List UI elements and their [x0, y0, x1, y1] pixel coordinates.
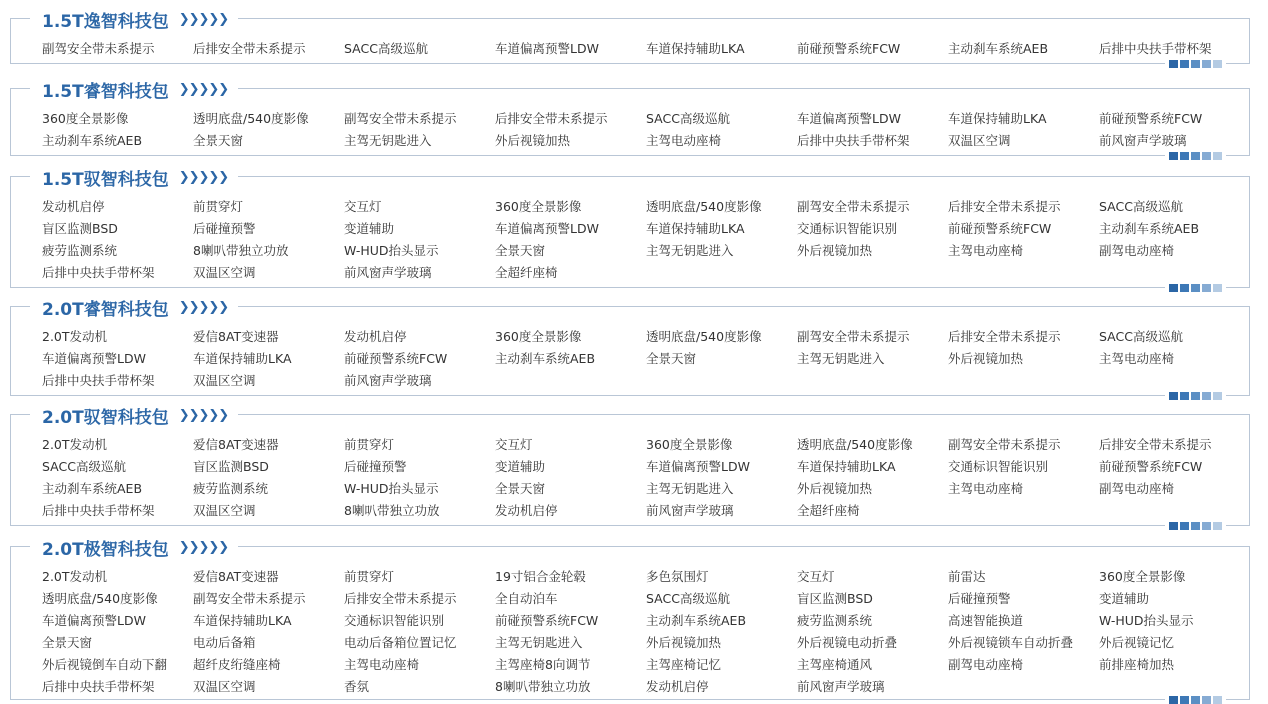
feature-item: 车道保持辅助LKA	[193, 613, 292, 628]
square-mark	[1213, 696, 1222, 704]
feature-item: 交通标识智能识别	[797, 221, 898, 236]
feature-item: 前碰预警系统FCW	[344, 351, 448, 366]
square-mark	[1169, 60, 1178, 68]
feature-item: 后排中央扶手带杯架	[797, 133, 910, 148]
feature-item: 爱信8AT变速器	[193, 329, 279, 344]
feature-item: 车道偏离预警LDW	[495, 221, 599, 236]
feature-item: 交互灯	[344, 199, 382, 214]
feature-item: 主驾座椅记忆	[646, 657, 722, 672]
feature-item: 副驾安全带未系提示	[797, 329, 910, 344]
feature-item: 副驾电动座椅	[948, 657, 1024, 672]
feature-item: 交通标识智能识别	[948, 459, 1049, 474]
feature-item: 双温区空调	[193, 373, 256, 388]
feature-item: 2.0T发动机	[42, 569, 108, 584]
package-section	[10, 536, 1250, 700]
chevrons-icon: ❯❯❯❯❯	[178, 169, 229, 185]
square-mark	[1180, 284, 1189, 292]
package-header	[30, 166, 238, 188]
feature-item: 全景天窗	[646, 351, 697, 366]
chevrons-icon: ❯❯❯❯❯	[178, 299, 229, 315]
feature-item: 车道保持辅助LKA	[646, 221, 745, 236]
feature-item: 双温区空调	[193, 503, 256, 518]
square-mark	[1191, 60, 1200, 68]
feature-item: 车道保持辅助LKA	[948, 111, 1047, 126]
square-mark	[1169, 284, 1178, 292]
feature-item: 交互灯	[495, 437, 533, 452]
square-mark	[1191, 696, 1200, 704]
chevrons-icon: ❯❯❯❯❯	[178, 407, 229, 423]
feature-item: 变道辅助	[495, 459, 546, 474]
square-mark	[1191, 392, 1200, 400]
feature-item: 前碰预警系统FCW	[495, 613, 599, 628]
feature-item: 全超纤座椅	[495, 265, 558, 280]
feature-item: 360度全景影像	[42, 111, 129, 126]
feature-item: 主动刹车系统AEB	[495, 351, 596, 366]
square-mark	[1202, 152, 1211, 160]
square-mark	[1202, 392, 1211, 400]
feature-item: 前雷达	[948, 569, 986, 584]
feature-item: 360度全景影像	[495, 329, 582, 344]
feature-item: 8喇叭带独立功放	[344, 503, 440, 518]
feature-item: 车道偏离预警LDW	[646, 459, 750, 474]
feature-item: 外后视镜加热	[797, 481, 873, 496]
feature-item: 后碰撞预警	[193, 221, 256, 236]
feature-item: 8喇叭带独立功放	[193, 243, 289, 258]
feature-item: W-HUD抬头显示	[1099, 613, 1194, 628]
feature-item: 主驾电动座椅	[948, 243, 1024, 258]
feature-item: 副驾安全带未系提示	[193, 591, 306, 606]
feature-item: 交互灯	[797, 569, 835, 584]
feature-item: 副驾安全带未系提示	[42, 41, 155, 56]
feature-item: 双温区空调	[193, 265, 256, 280]
feature-item: 后排中央扶手带杯架	[1099, 41, 1212, 56]
feature-item: 前风窗声学玻璃	[344, 373, 432, 388]
square-mark	[1169, 522, 1178, 530]
feature-item: 前碰预警系统FCW	[797, 41, 901, 56]
feature-item: 主动刹车系统AEB	[1099, 221, 1200, 236]
feature-item: 发动机启停	[42, 199, 105, 214]
feature-item: 360度全景影像	[495, 199, 582, 214]
square-mark	[1169, 696, 1178, 704]
package-section	[10, 296, 1250, 396]
feature-item: 变道辅助	[344, 221, 395, 236]
feature-item: 后排中央扶手带杯架	[42, 373, 155, 388]
feature-item: 360度全景影像	[1099, 569, 1186, 584]
square-mark	[1180, 696, 1189, 704]
feature-item: 疲劳监测系统	[193, 481, 269, 496]
feature-item: 副驾电动座椅	[1099, 243, 1175, 258]
feature-item: 双温区空调	[948, 133, 1011, 148]
feature-item: 后排中央扶手带杯架	[42, 503, 155, 518]
feature-item: 主动刹车系统AEB	[42, 481, 143, 496]
feature-item: 主驾无钥匙进入	[495, 635, 583, 650]
feature-item: 前风窗声学玻璃	[344, 265, 432, 280]
feature-item: 发动机启停	[344, 329, 407, 344]
feature-item: 外后视镜加热	[495, 133, 571, 148]
feature-item: 透明底盘/540度影像	[646, 329, 762, 344]
square-mark	[1180, 392, 1189, 400]
feature-item: 车道偏离预警LDW	[42, 613, 146, 628]
feature-item: 副驾电动座椅	[1099, 481, 1175, 496]
package-section	[10, 166, 1250, 288]
feature-item: 主驾无钥匙进入	[344, 133, 432, 148]
square-mark	[1169, 152, 1178, 160]
feature-item: 主驾座椅8向调节	[495, 657, 591, 672]
feature-item: SACC高级巡航	[42, 459, 126, 474]
package-section	[10, 8, 1250, 64]
feature-item: SACC高级巡航	[1099, 329, 1183, 344]
feature-item: 前风窗声学玻璃	[646, 503, 734, 518]
decorative-squares-icon	[1165, 392, 1226, 400]
package-title: 1.5T逸智科技包	[42, 11, 169, 32]
feature-item: 全景天窗	[193, 133, 244, 148]
feature-item: 双温区空调	[193, 679, 256, 694]
feature-item: 前贯穿灯	[193, 199, 244, 214]
feature-item: W-HUD抬头显示	[344, 481, 439, 496]
feature-item: 全景天窗	[495, 481, 546, 496]
feature-item: 全景天窗	[495, 243, 546, 258]
feature-item: 后排中央扶手带杯架	[42, 679, 155, 694]
feature-item: 外后视镜锁车自动折叠	[948, 635, 1074, 650]
feature-item: 爱信8AT变速器	[193, 569, 279, 584]
feature-item: 全超纤座椅	[797, 503, 860, 518]
feature-item: 后排中央扶手带杯架	[42, 265, 155, 280]
feature-item: W-HUD抬头显示	[344, 243, 439, 258]
feature-item: 外后视镜加热	[646, 635, 722, 650]
feature-item: 前风窗声学玻璃	[797, 679, 885, 694]
feature-item: 后碰撞预警	[344, 459, 407, 474]
feature-item: 副驾安全带未系提示	[797, 199, 910, 214]
feature-item: 盲区监测BSD	[42, 221, 118, 236]
feature-item: 车道偏离预警LDW	[495, 41, 599, 56]
feature-item: 副驾安全带未系提示	[344, 111, 457, 126]
chevrons-icon: ❯❯❯❯❯	[178, 539, 229, 555]
feature-item: 主动刹车系统AEB	[948, 41, 1049, 56]
feature-item: 主驾电动座椅	[1099, 351, 1175, 366]
square-mark	[1169, 392, 1178, 400]
package-title: 2.0T驭智科技包	[42, 407, 169, 428]
feature-item: 外后视镜记忆	[1099, 635, 1175, 650]
feature-item: 车道偏离预警LDW	[797, 111, 901, 126]
feature-item: 360度全景影像	[646, 437, 733, 452]
package-title: 1.5T驭智科技包	[42, 169, 169, 190]
feature-item: SACC高级巡航	[646, 111, 730, 126]
decorative-squares-icon	[1165, 284, 1226, 292]
feature-item: 后排安全带未系提示	[193, 41, 306, 56]
square-mark	[1213, 60, 1222, 68]
feature-grid	[42, 566, 1240, 698]
square-mark	[1191, 522, 1200, 530]
feature-item: 主驾电动座椅	[646, 133, 722, 148]
feature-item: SACC高级巡航	[344, 41, 428, 56]
feature-item: 主动刹车系统AEB	[42, 133, 143, 148]
square-mark	[1213, 392, 1222, 400]
decorative-squares-icon	[1165, 152, 1226, 160]
feature-item: 电动后备箱位置记忆	[344, 635, 457, 650]
feature-item: 前贯穿灯	[344, 569, 395, 584]
decorative-squares-icon	[1165, 696, 1226, 704]
feature-item: 8喇叭带独立功放	[495, 679, 591, 694]
feature-item: 变道辅助	[1099, 591, 1150, 606]
feature-grid	[42, 38, 1240, 60]
feature-item: 透明底盘/540度影像	[797, 437, 913, 452]
feature-item: 交通标识智能识别	[344, 613, 445, 628]
feature-item: 车道保持辅助LKA	[193, 351, 292, 366]
package-title: 1.5T睿智科技包	[42, 81, 169, 102]
feature-item: 主驾电动座椅	[948, 481, 1024, 496]
feature-item: 后排安全带未系提示	[344, 591, 457, 606]
feature-item: 电动后备箱	[193, 635, 256, 650]
package-header	[30, 78, 238, 100]
feature-item: 外后视镜电动折叠	[797, 635, 898, 650]
square-mark	[1202, 696, 1211, 704]
feature-item: 外后视镜倒车自动下翻	[42, 657, 168, 672]
square-mark	[1202, 60, 1211, 68]
feature-item: 车道保持辅助LKA	[797, 459, 896, 474]
square-mark	[1213, 284, 1222, 292]
feature-item: 2.0T发动机	[42, 437, 108, 452]
feature-item: 车道偏离预警LDW	[42, 351, 146, 366]
package-header	[30, 296, 238, 318]
feature-grid	[42, 434, 1240, 522]
feature-item: 全景天窗	[42, 635, 93, 650]
feature-item: 透明底盘/540度影像	[193, 111, 309, 126]
chevrons-icon: ❯❯❯❯❯	[178, 11, 229, 27]
square-mark	[1202, 522, 1211, 530]
package-title: 2.0T极智科技包	[42, 539, 169, 560]
decorative-squares-icon	[1165, 60, 1226, 68]
feature-item: 19寸铝合金轮毂	[495, 569, 586, 584]
feature-grid	[42, 108, 1240, 152]
feature-item: 疲劳监测系统	[42, 243, 118, 258]
feature-item: 发动机启停	[646, 679, 709, 694]
feature-item: 后排安全带未系提示	[1099, 437, 1212, 452]
decorative-squares-icon	[1165, 522, 1226, 530]
feature-item: 后排安全带未系提示	[495, 111, 608, 126]
feature-item: 车道保持辅助LKA	[646, 41, 745, 56]
feature-item: 香氛	[344, 679, 370, 694]
feature-item: 爱信8AT变速器	[193, 437, 279, 452]
feature-item: 后排安全带未系提示	[948, 329, 1061, 344]
feature-grid	[42, 326, 1240, 392]
square-mark	[1180, 60, 1189, 68]
square-mark	[1191, 152, 1200, 160]
feature-item: 主驾座椅通风	[797, 657, 873, 672]
feature-item: 主驾无钥匙进入	[797, 351, 885, 366]
package-header	[30, 404, 238, 426]
feature-item: 前碰预警系统FCW	[1099, 111, 1203, 126]
square-mark	[1180, 152, 1189, 160]
package-title: 2.0T睿智科技包	[42, 299, 169, 320]
square-mark	[1180, 522, 1189, 530]
feature-item: SACC高级巡航	[646, 591, 730, 606]
feature-item: 盲区监测BSD	[797, 591, 873, 606]
feature-item: 主驾电动座椅	[344, 657, 420, 672]
feature-item: 高速智能换道	[948, 613, 1024, 628]
square-mark	[1213, 522, 1222, 530]
package-header	[30, 8, 238, 30]
feature-item: 主驾无钥匙进入	[646, 243, 734, 258]
square-mark	[1191, 284, 1200, 292]
feature-item: 前碰预警系统FCW	[1099, 459, 1203, 474]
package-section	[10, 404, 1250, 526]
feature-item: 多色氛围灯	[646, 569, 709, 584]
feature-item: 前排座椅加热	[1099, 657, 1175, 672]
feature-item: 外后视镜加热	[948, 351, 1024, 366]
feature-item: 主动刹车系统AEB	[646, 613, 747, 628]
feature-item: 盲区监测BSD	[193, 459, 269, 474]
feature-item: 透明底盘/540度影像	[42, 591, 158, 606]
feature-item: 透明底盘/540度影像	[646, 199, 762, 214]
square-mark	[1213, 152, 1222, 160]
square-mark	[1202, 284, 1211, 292]
feature-item: 后排安全带未系提示	[948, 199, 1061, 214]
feature-item: 2.0T发动机	[42, 329, 108, 344]
feature-item: 超纤皮绗缝座椅	[193, 657, 281, 672]
chevrons-icon: ❯❯❯❯❯	[178, 81, 229, 97]
package-section	[10, 78, 1250, 156]
feature-item: 前碰预警系统FCW	[948, 221, 1052, 236]
feature-item: 后碰撞预警	[948, 591, 1011, 606]
feature-item: SACC高级巡航	[1099, 199, 1183, 214]
feature-item: 发动机启停	[495, 503, 558, 518]
feature-item: 前风窗声学玻璃	[1099, 133, 1187, 148]
feature-item: 全自动泊车	[495, 591, 558, 606]
package-header	[30, 536, 238, 558]
feature-item: 外后视镜加热	[797, 243, 873, 258]
feature-item: 主驾无钥匙进入	[646, 481, 734, 496]
feature-grid	[42, 196, 1240, 284]
feature-item: 副驾安全带未系提示	[948, 437, 1061, 452]
feature-item: 前贯穿灯	[344, 437, 395, 452]
feature-item: 疲劳监测系统	[797, 613, 873, 628]
